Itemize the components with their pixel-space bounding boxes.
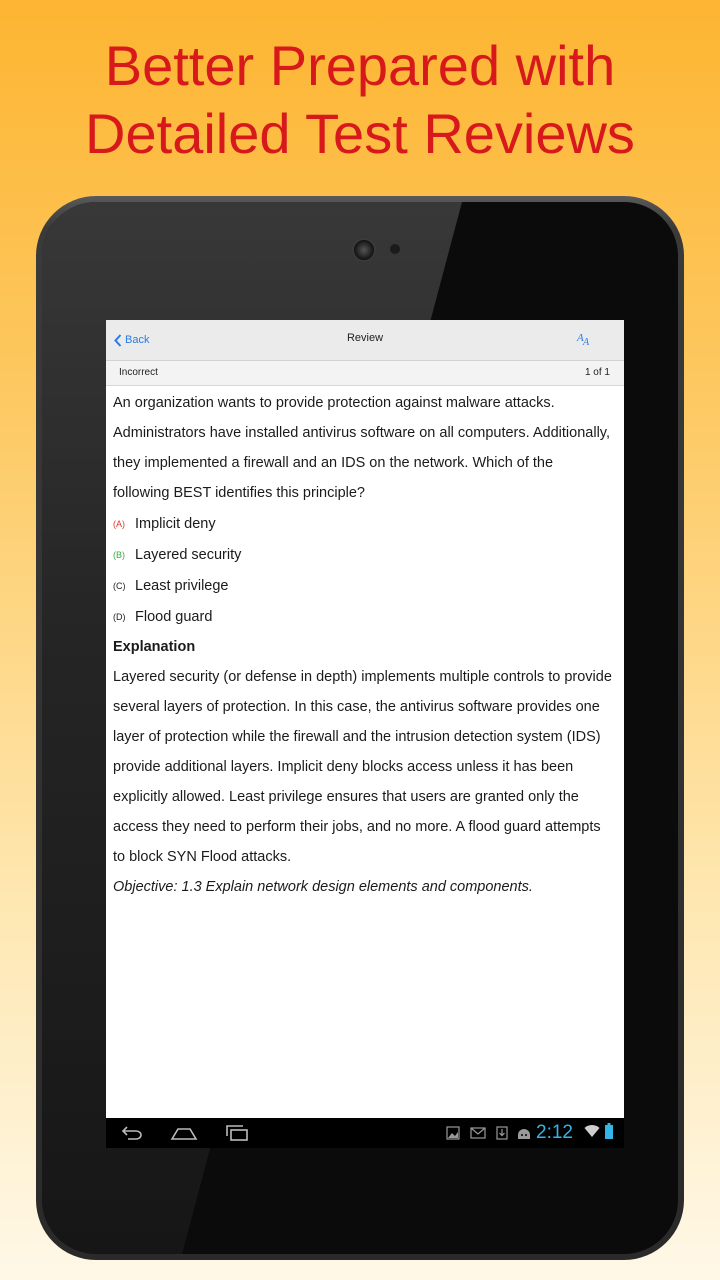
svg-text:A: A (577, 332, 584, 344)
review-content (113, 388, 613, 902)
action-bar (106, 320, 624, 361)
light-sensor-icon (390, 244, 400, 254)
download-notification-icon (496, 1126, 508, 1140)
option-letter: (C) (113, 580, 126, 591)
explanation-heading: Explanation (113, 639, 196, 655)
option-a[interactable] (113, 508, 613, 539)
option-text: Layered security (135, 546, 242, 563)
system-navigation-bar (106, 1118, 624, 1148)
option-text: Flood guard (135, 608, 213, 625)
result-bar (106, 361, 624, 386)
font-size-icon (576, 330, 594, 348)
result-status: Incorrect (119, 367, 158, 378)
option-text: Least privilege (135, 577, 229, 594)
headline-line-1: Better Prepared with (104, 34, 616, 97)
page-title: Review (346, 332, 384, 344)
tablet-device (36, 196, 684, 1260)
gallery-notification-icon (446, 1126, 460, 1140)
front-camera-icon (352, 238, 376, 262)
objective-text: Objective: 1.3 Explain network design elements and components. (113, 879, 533, 895)
home-nav-icon[interactable] (170, 1125, 198, 1141)
recents-nav-icon[interactable] (224, 1125, 250, 1141)
headline (0, 32, 720, 168)
back-label: Back (125, 334, 150, 346)
svg-text:A: A (583, 337, 590, 348)
page-counter: 1 of 1 (584, 367, 610, 378)
font-size-button[interactable] (576, 330, 598, 350)
tablet-bezel (42, 202, 678, 1254)
battery-icon (605, 1123, 613, 1139)
option-b[interactable] (113, 539, 613, 570)
option-letter: (D) (113, 611, 126, 622)
option-c[interactable] (113, 570, 613, 601)
option-letter: (B) (113, 549, 125, 560)
headline-line-2: Detailed Test Reviews (85, 102, 635, 165)
question-text: An organization wants to provide protection against malware attacks. Administrators have installed antivirus software on all computers. Additionally, they implemented a firewall and an IDS on the network. Which of the following BEST identifies this principle? (113, 395, 610, 501)
status-clock: 2:12 (536, 1122, 573, 1143)
explanation-body: Layered security (or defense in depth) implements multiple controls to provide several layers of protection. In this case, the antivirus software provides one layer of protection while the firewall and the intrusion detection system (IDS) provide additional layers. Implicit deny blocks access unless it has been explicitly allowed. Least privilege ensures that users are granted only the access they need to perform their jobs, and no more. A flood guard attempts to block SYN Flood attacks. (113, 669, 612, 865)
back-nav-icon[interactable] (120, 1125, 144, 1141)
android-notification-icon (516, 1126, 532, 1140)
gmail-notification-icon (470, 1126, 486, 1140)
option-d[interactable] (113, 601, 613, 632)
option-text: Implicit deny (135, 515, 216, 532)
app-screen (106, 320, 624, 1118)
option-letter: (A) (113, 518, 125, 529)
wifi-icon (584, 1124, 600, 1138)
